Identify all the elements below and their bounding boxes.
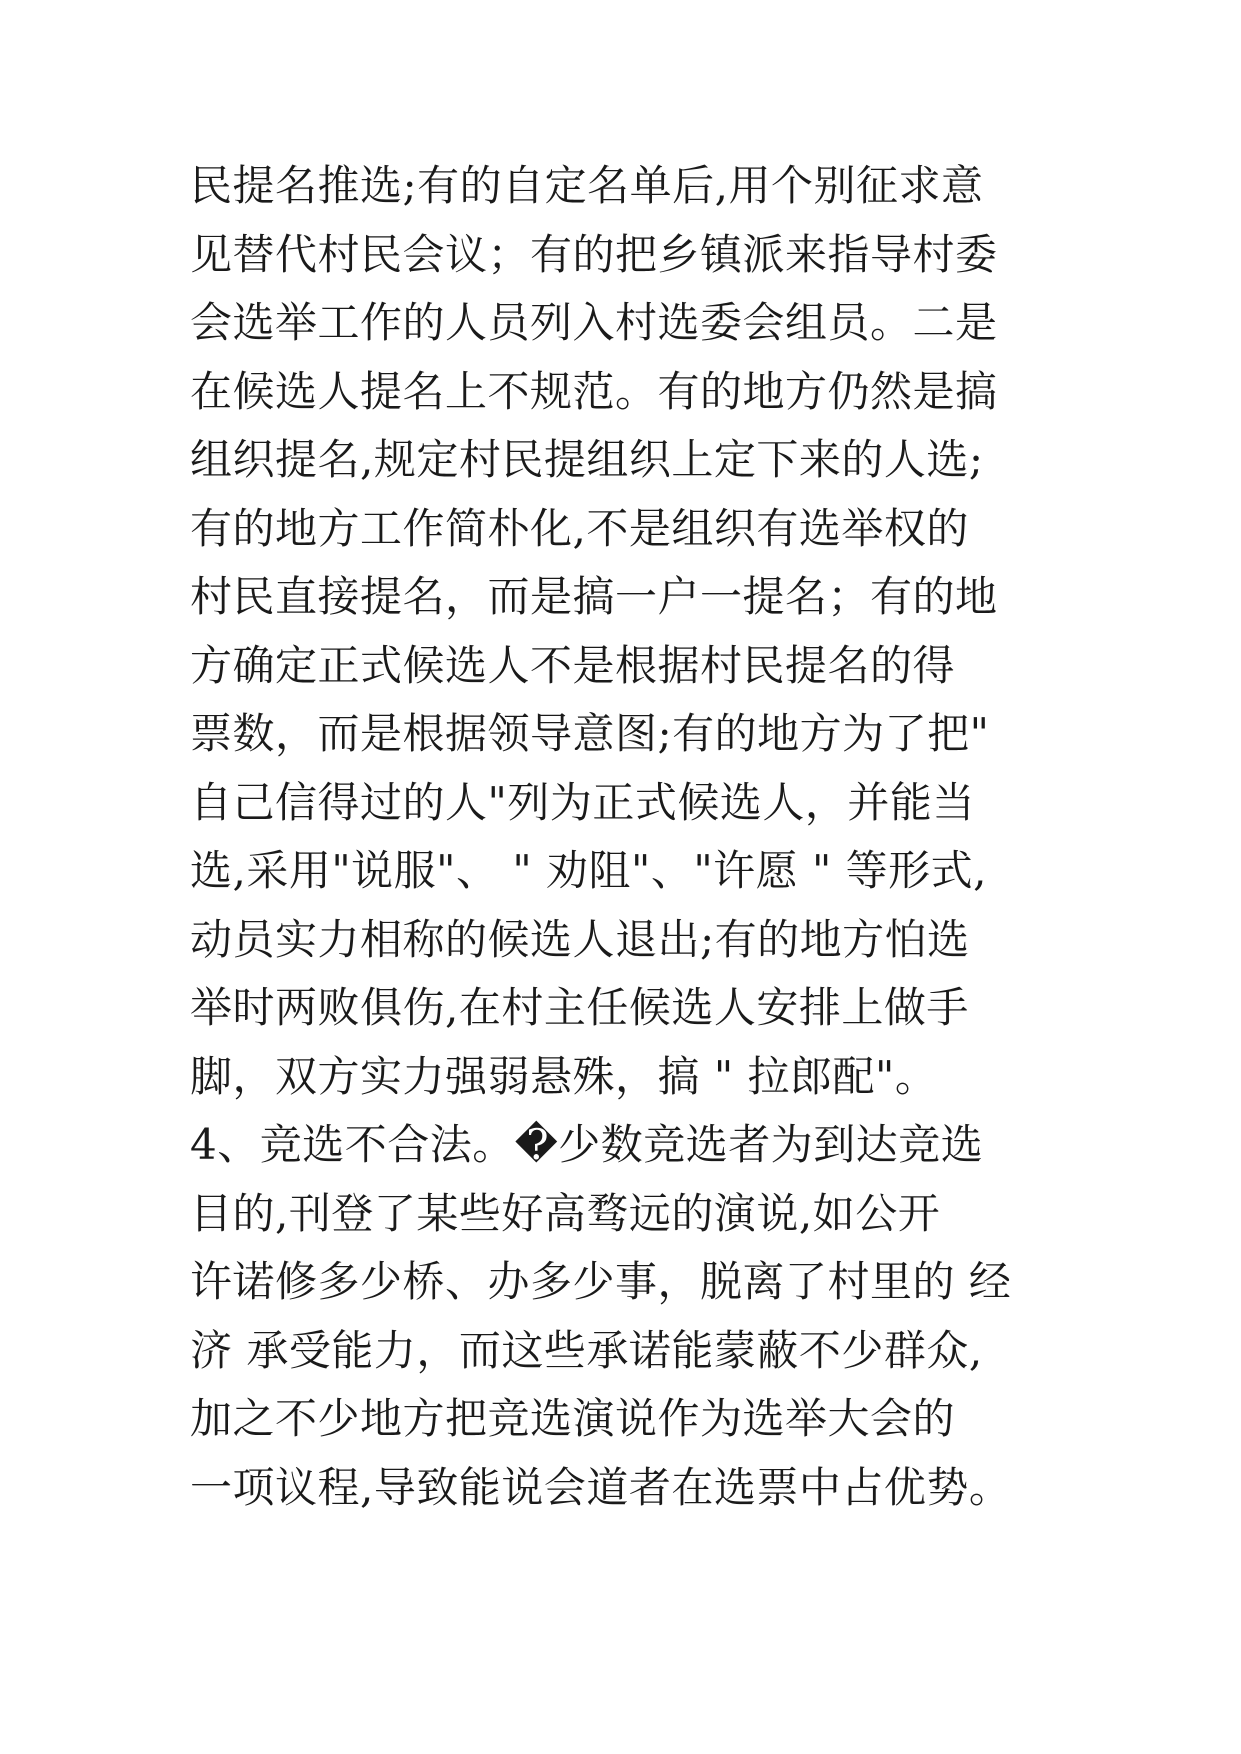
- text-line: 济 承受能力，而这些承诺能蒙蔽不少群众,: [190, 1325, 983, 1375]
- text-line: 有的地方工作简朴化,不是组织有选举权的: [190, 503, 969, 553]
- text-line: 自己信得过的人"列为正式候选人，并能当: [190, 777, 975, 827]
- text-line: 村民直接提名，而是搞一户一提名；有的地: [190, 572, 998, 621]
- text-line: 会选举工作的人员列入村选委会组员。二是: [190, 298, 998, 347]
- text-line: 4、竞选不合法。�少数竞选者为到达竞选: [190, 1120, 984, 1169]
- text-line: 许诺修多少桥、办多少事，脱离了村里的 经: [190, 1257, 1012, 1306]
- text-line: 一项议程,导致能说会道者在选票中占优势。: [190, 1462, 1012, 1512]
- text-line: 举时两败俱伤,在村主任候选人安排上做手: [190, 983, 969, 1032]
- text-line: 脚，双方实力强弱悬殊，搞 " 拉郎配"。: [190, 1051, 938, 1101]
- text-line: 在候选人提名上不规范。有的地方仍然是搞: [190, 366, 998, 416]
- text-line: 选,采用"说服"、 " 劝阻"、"许愿 " 等形式,: [190, 846, 988, 895]
- text-line: 目的,刊登了某些好高骛远的演说,如公开: [190, 1188, 941, 1238]
- body-text: [190, 152, 1090, 1522]
- text-line: 组织提名,规定村民提组织上定下来的人选;: [190, 435, 984, 484]
- text-line: 动员实力相称的候选人退出;有的地方怕选: [190, 914, 970, 964]
- text-line: 方确定正式候选人不是根据村民提名的得: [190, 640, 956, 690]
- text-line: 见替代村民会议；有的把乡镇派来指导村委: [190, 229, 998, 279]
- text-line: 加之不少地方把竞选演说作为选举大会的: [190, 1394, 956, 1443]
- text-line: 民提名推选;有的自定名单后,用个别征求意: [190, 161, 984, 210]
- text-line: 票数，而是根据领导意图;有的地方为了把": [190, 709, 990, 758]
